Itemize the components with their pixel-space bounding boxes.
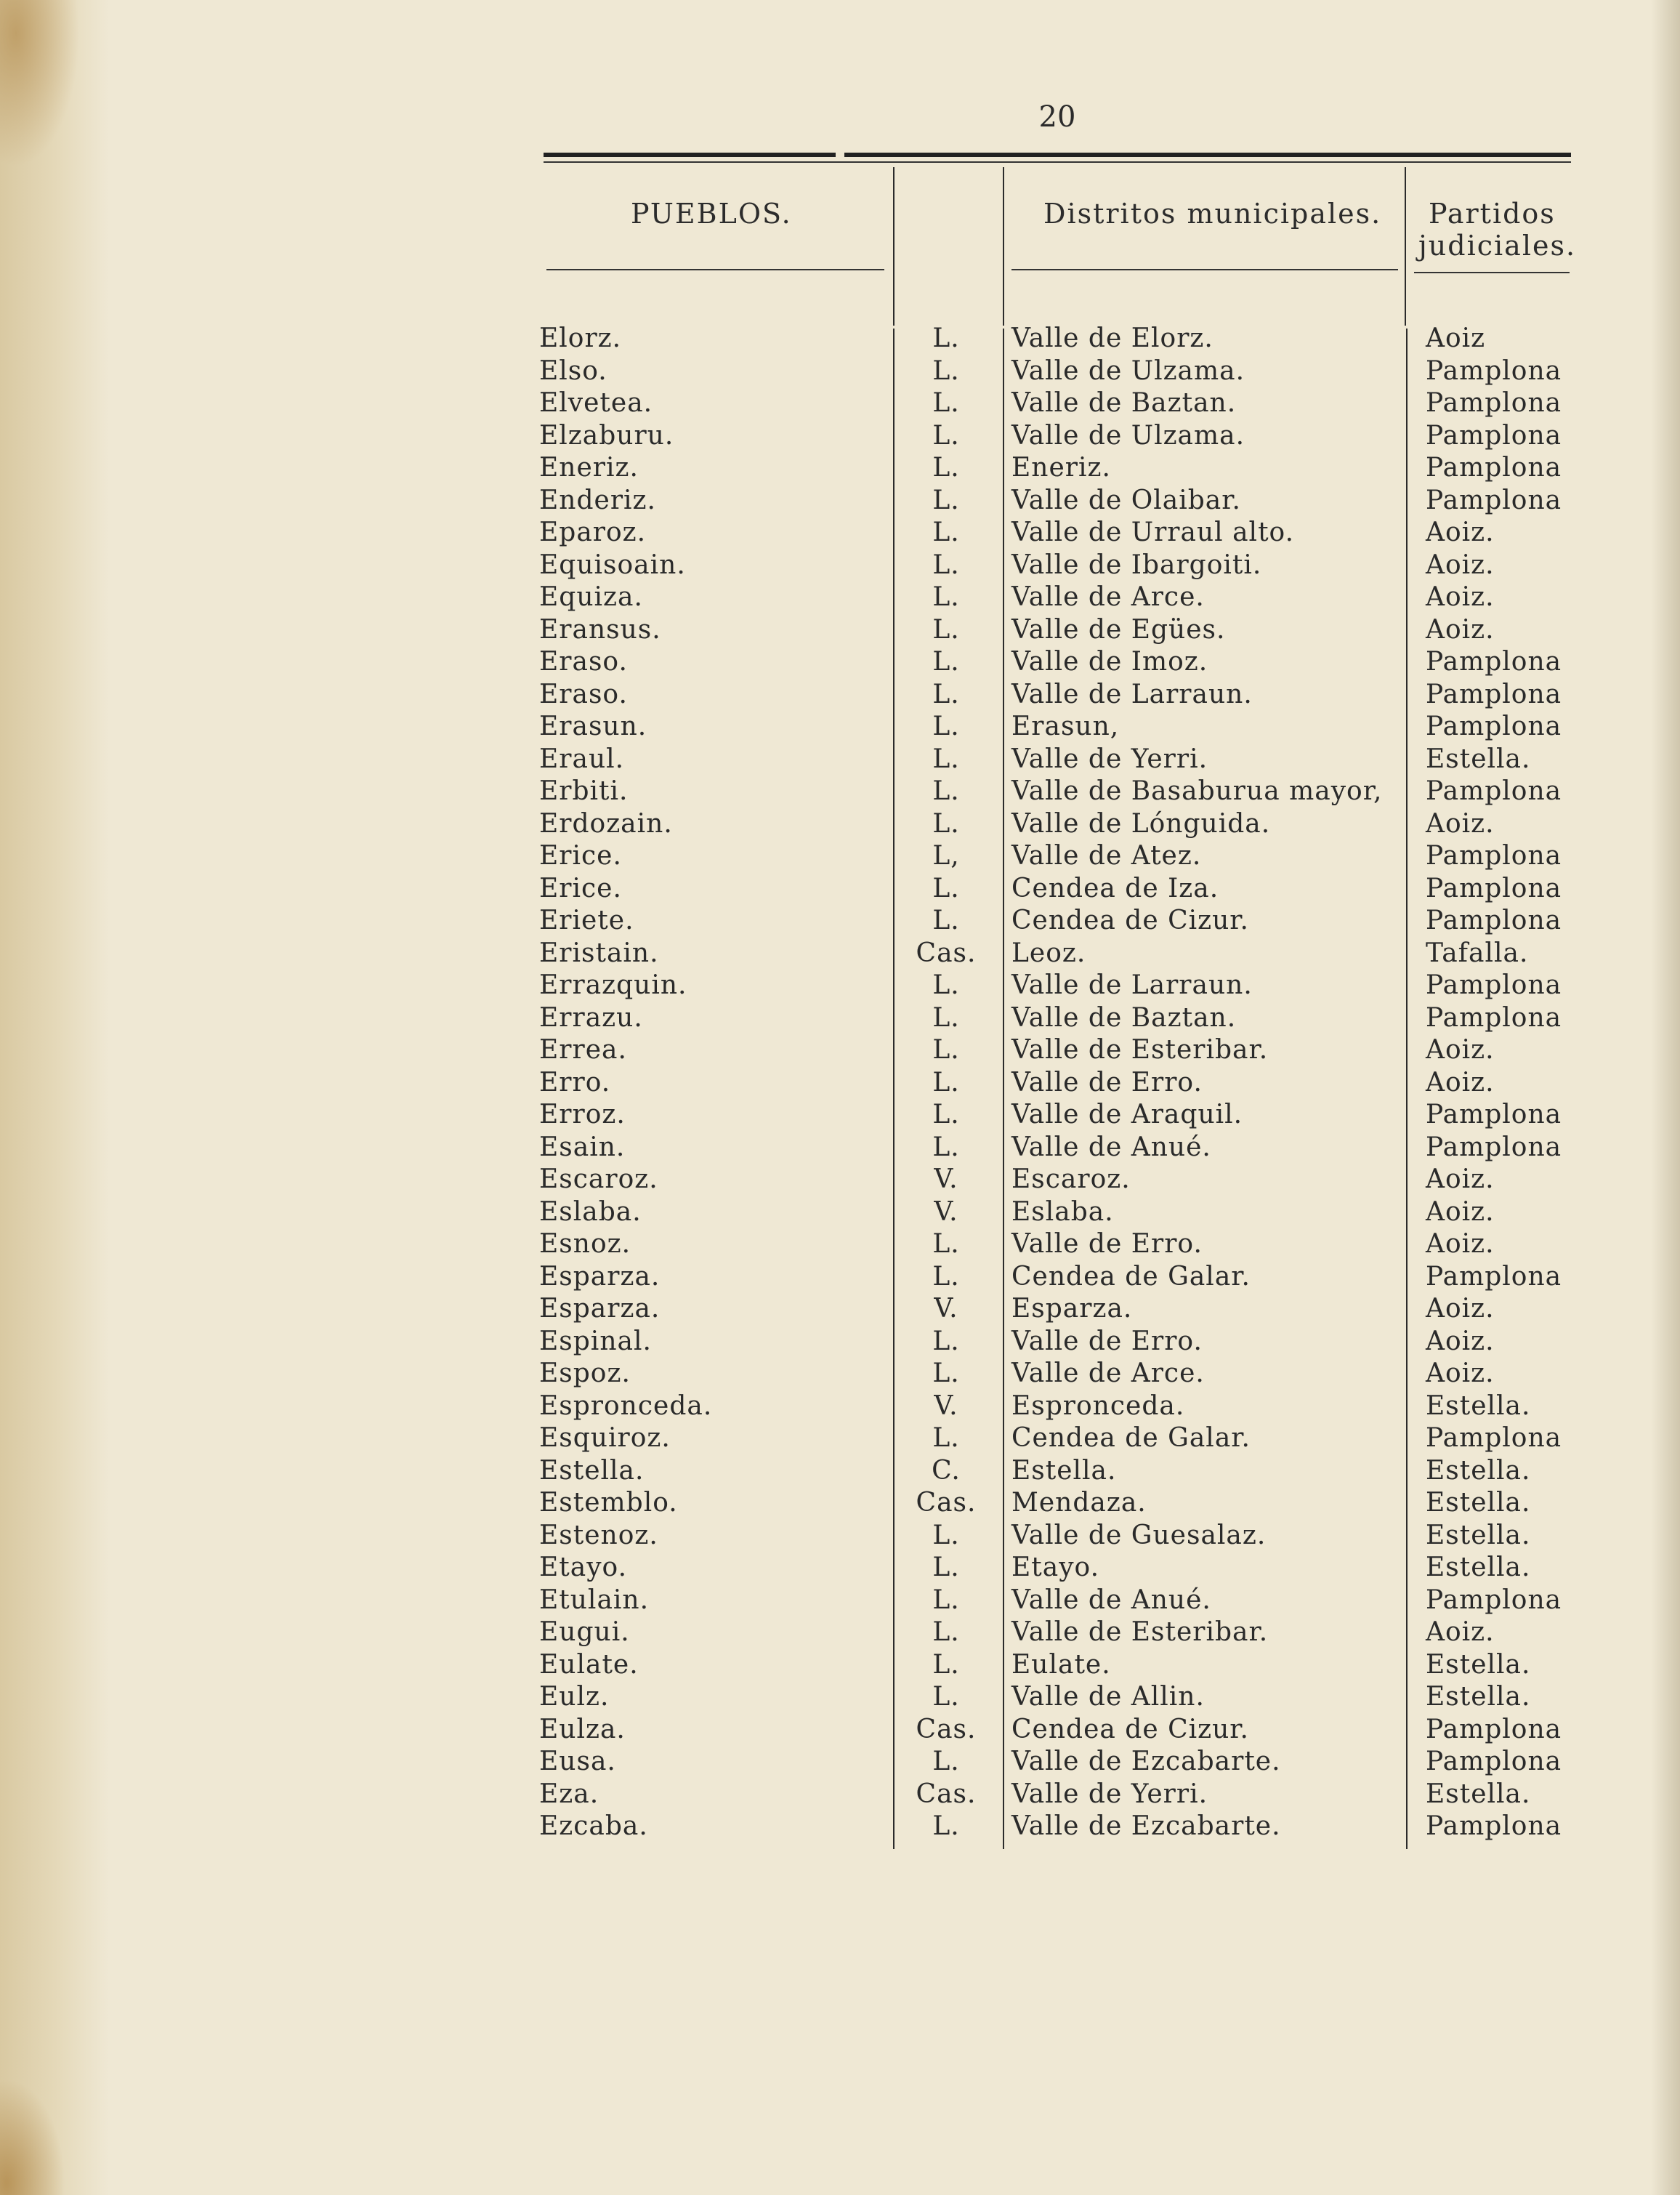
- cell-pueblo: Eslaba.: [539, 1196, 642, 1227]
- table-row: [0, 1228, 1680, 1261]
- cell-tipo: L.: [932, 355, 960, 386]
- cell-partido: Pamplona: [1426, 873, 1562, 903]
- cell-partido: Pamplona: [1426, 647, 1562, 677]
- cell-partido: Pamplona: [1426, 1811, 1562, 1841]
- cell-distrito: Valle de Ulzama.: [1011, 420, 1245, 451]
- cell-distrito: Valle de Anué.: [1011, 1132, 1211, 1162]
- cell-partido: Aoiz: [1426, 323, 1486, 353]
- table-row: [0, 1293, 1680, 1326]
- age-stain-bottom-left: [0, 2079, 65, 2195]
- cell-partido: Aoiz.: [1426, 1067, 1495, 1098]
- cell-tipo: L.: [932, 420, 960, 451]
- cell-partido: Estella.: [1426, 1488, 1531, 1518]
- table-row: [0, 1002, 1680, 1035]
- table-body: [0, 323, 1680, 1843]
- cell-tipo: L.: [932, 1132, 960, 1162]
- cell-pueblo: Espoz.: [539, 1358, 631, 1388]
- cell-partido: Pamplona: [1426, 1132, 1562, 1162]
- cell-tipo: L.: [932, 1358, 960, 1388]
- cell-distrito: Valle de Yerri.: [1011, 744, 1208, 774]
- cell-tipo: L,: [932, 841, 960, 871]
- cell-partido: Pamplona: [1426, 1002, 1562, 1033]
- top-rule-thin: [544, 161, 1571, 163]
- cell-tipo: Cas.: [916, 1779, 977, 1809]
- age-stain-top-left: [0, 0, 80, 167]
- cell-pueblo: Elvetea.: [539, 388, 653, 418]
- cell-tipo: V.: [934, 1196, 958, 1227]
- cell-pueblo: Esparza.: [539, 1294, 661, 1324]
- header-divider-1: [893, 167, 894, 326]
- cell-partido: Pamplona: [1426, 420, 1562, 451]
- cell-pueblo: Erasun.: [539, 712, 647, 741]
- table-row: [0, 776, 1680, 808]
- cell-pueblo: Etulain.: [539, 1584, 650, 1615]
- cell-tipo: L.: [932, 776, 960, 806]
- cell-partido: Pamplona: [1426, 1714, 1562, 1744]
- cell-partido: Aoiz.: [1426, 1326, 1495, 1356]
- cell-partido: Aoiz.: [1426, 582, 1495, 612]
- cell-distrito: Valle de Larraun.: [1011, 970, 1253, 1000]
- cell-pueblo: Erroz.: [539, 1100, 626, 1129]
- cell-tipo: L.: [932, 323, 960, 353]
- cell-pueblo: Espronceda.: [539, 1390, 713, 1421]
- cell-pueblo: Eransus.: [539, 614, 661, 645]
- cell-distrito: Valle de Erro.: [1011, 1229, 1203, 1259]
- table-row: [0, 452, 1680, 485]
- page-number: 20: [1038, 100, 1076, 134]
- cell-partido: Pamplona: [1426, 1261, 1562, 1292]
- cell-distrito: Valle de Basaburua mayor,: [1011, 776, 1383, 806]
- cell-pueblo: Estella.: [539, 1455, 645, 1486]
- cell-tipo: L.: [932, 1067, 960, 1098]
- table-row: [0, 711, 1680, 744]
- cell-pueblo: Eparoz.: [539, 517, 647, 547]
- cell-distrito: Esparza.: [1011, 1294, 1133, 1324]
- table-row: [0, 1390, 1680, 1423]
- cell-partido: Aoiz.: [1426, 614, 1495, 645]
- cell-partido: Estella.: [1426, 1552, 1531, 1582]
- cell-distrito: Espronceda.: [1011, 1390, 1185, 1421]
- cell-pueblo: Esparza.: [539, 1261, 661, 1292]
- cell-tipo: L.: [932, 679, 960, 709]
- table-row: [0, 1681, 1680, 1714]
- header-divider-2: [1003, 167, 1004, 326]
- cell-distrito: Valle de Urraul alto.: [1011, 517, 1295, 547]
- cell-tipo: L.: [932, 1100, 960, 1129]
- header-underline-distritos: [1011, 269, 1398, 270]
- cell-partido: Estella.: [1426, 1649, 1531, 1680]
- cell-distrito: Eulate.: [1011, 1649, 1111, 1680]
- cell-pueblo: Eugui.: [539, 1617, 630, 1647]
- table-row: [0, 938, 1680, 970]
- cell-distrito: Valle de Esteribar.: [1011, 1035, 1269, 1065]
- cell-distrito: Valle de Elorz.: [1011, 323, 1213, 353]
- cell-tipo: L.: [932, 582, 960, 612]
- cell-distrito: Erasun,: [1011, 712, 1120, 741]
- cell-distrito: Valle de Esteribar.: [1011, 1617, 1269, 1647]
- cell-partido: Aoiz.: [1426, 1294, 1495, 1324]
- cell-pueblo: Erro.: [539, 1067, 611, 1098]
- cell-distrito: Valle de Ulzama.: [1011, 355, 1245, 386]
- cell-distrito: Valle de Arce.: [1011, 582, 1205, 612]
- cell-tipo: L.: [932, 485, 960, 515]
- cell-tipo: Cas.: [916, 1488, 977, 1518]
- table-row: [0, 1552, 1680, 1584]
- cell-tipo: L.: [932, 1649, 960, 1680]
- cell-pueblo: Eulz.: [539, 1682, 610, 1712]
- table-row: [0, 1487, 1680, 1520]
- cell-partido: Pamplona: [1426, 485, 1562, 515]
- cell-pueblo: Etayo.: [539, 1552, 628, 1582]
- header-partidos-line1: Partidos: [1429, 198, 1556, 230]
- cell-partido: Pamplona: [1426, 453, 1562, 483]
- header-partidos-line2: judiciales.: [1418, 230, 1577, 262]
- cell-tipo: L.: [932, 1617, 960, 1647]
- table-row: [0, 323, 1680, 355]
- table-row: [0, 485, 1680, 517]
- table-row: [0, 905, 1680, 938]
- table-row: [0, 1455, 1680, 1488]
- cell-tipo: Cas.: [916, 938, 977, 968]
- cell-pueblo: Escaroz.: [539, 1164, 658, 1194]
- cell-tipo: L.: [932, 388, 960, 418]
- cell-tipo: L.: [932, 712, 960, 741]
- cell-distrito: Valle de Larraun.: [1011, 679, 1253, 709]
- table-row: [0, 1746, 1680, 1779]
- cell-pueblo: Espinal.: [539, 1326, 652, 1356]
- cell-tipo: Cas.: [916, 1714, 977, 1744]
- cell-partido: Aoiz.: [1426, 549, 1495, 580]
- cell-tipo: L.: [932, 647, 960, 677]
- cell-partido: Estella.: [1426, 1455, 1531, 1486]
- header-divider-3: [1405, 167, 1406, 326]
- table-row: [0, 614, 1680, 647]
- cell-distrito: Valle de Egües.: [1011, 614, 1226, 645]
- table-row: [0, 1196, 1680, 1229]
- cell-pueblo: Enderiz.: [539, 485, 656, 515]
- cell-partido: Pamplona: [1426, 841, 1562, 871]
- table-row: [0, 355, 1680, 388]
- cell-distrito: Cendea de Iza.: [1011, 873, 1219, 903]
- cell-distrito: Valle de Anué.: [1011, 1584, 1211, 1615]
- cell-distrito: Cendea de Galar.: [1011, 1423, 1251, 1453]
- cell-pueblo: Erice.: [539, 873, 622, 903]
- cell-distrito: Valle de Yerri.: [1011, 1779, 1208, 1809]
- cell-tipo: V.: [934, 1390, 958, 1421]
- cell-distrito: Cendea de Cizur.: [1011, 1714, 1249, 1744]
- cell-tipo: L.: [932, 1811, 960, 1841]
- cell-tipo: L.: [932, 1261, 960, 1292]
- cell-tipo: L.: [932, 1423, 960, 1453]
- cell-tipo: L.: [932, 517, 960, 547]
- cell-pueblo: Equiza.: [539, 582, 643, 612]
- cell-tipo: L.: [932, 1682, 960, 1712]
- cell-pueblo: Elorz.: [539, 323, 622, 353]
- table-row: [0, 1099, 1680, 1132]
- cell-pueblo: Eraul.: [539, 744, 625, 774]
- table-row: [0, 1326, 1680, 1358]
- cell-partido: Pamplona: [1426, 712, 1562, 741]
- cell-tipo: L.: [932, 906, 960, 935]
- cell-pueblo: Erice.: [539, 841, 622, 871]
- cell-tipo: L.: [932, 1747, 960, 1776]
- cell-partido: Pamplona: [1426, 970, 1562, 1000]
- cell-partido: Pamplona: [1426, 1584, 1562, 1615]
- top-rule-left: [544, 153, 836, 157]
- cell-partido: Pamplona: [1426, 906, 1562, 935]
- cell-distrito: Eneriz.: [1011, 453, 1111, 483]
- header-pueblos: PUEBLOS.: [631, 198, 792, 230]
- cell-distrito: Cendea de Galar.: [1011, 1261, 1251, 1292]
- cell-distrito: Leoz.: [1011, 938, 1086, 968]
- cell-distrito: Valle de Araquil.: [1011, 1100, 1243, 1129]
- cell-pueblo: Estemblo.: [539, 1488, 678, 1518]
- cell-distrito: Cendea de Cizur.: [1011, 906, 1249, 935]
- cell-distrito: Valle de Lónguida.: [1011, 808, 1271, 839]
- cell-tipo: L.: [932, 970, 960, 1000]
- cell-partido: Aoiz.: [1426, 808, 1495, 839]
- cell-partido: Pamplona: [1426, 1100, 1562, 1129]
- cell-partido: Pamplona: [1426, 679, 1562, 709]
- cell-pueblo: Errea.: [539, 1035, 627, 1065]
- cell-distrito: Valle de Ezcabarte.: [1011, 1747, 1281, 1776]
- table-row: [0, 646, 1680, 679]
- cell-distrito: Valle de Baztan.: [1011, 1002, 1237, 1033]
- cell-pueblo: Eneriz.: [539, 453, 639, 483]
- cell-tipo: L.: [932, 1584, 960, 1615]
- cell-distrito: Valle de Ibargoiti.: [1011, 549, 1262, 580]
- table-row: [0, 1067, 1680, 1100]
- cell-partido: Aoiz.: [1426, 1035, 1495, 1065]
- cell-tipo: L.: [932, 1229, 960, 1259]
- cell-partido: Aoiz.: [1426, 1617, 1495, 1647]
- cell-partido: Estella.: [1426, 1779, 1531, 1809]
- cell-tipo: V.: [934, 1294, 958, 1324]
- cell-partido: Aoiz.: [1426, 1229, 1495, 1259]
- cell-tipo: L.: [932, 1326, 960, 1356]
- cell-distrito: Valle de Erro.: [1011, 1326, 1203, 1356]
- cell-distrito: Valle de Arce.: [1011, 1358, 1205, 1388]
- header-underline-partidos: [1414, 272, 1570, 273]
- cell-distrito: Etayo.: [1011, 1552, 1100, 1582]
- cell-distrito: Valle de Allin.: [1011, 1682, 1205, 1712]
- cell-tipo: L.: [932, 808, 960, 839]
- cell-pueblo: Eraso.: [539, 647, 628, 677]
- table-row: [0, 744, 1680, 776]
- cell-pueblo: Errazquin.: [539, 970, 687, 1000]
- cell-pueblo: Elzaburu.: [539, 420, 674, 451]
- cell-partido: Estella.: [1426, 1520, 1531, 1550]
- cell-distrito: Valle de Atez.: [1011, 841, 1202, 871]
- table-row: [0, 387, 1680, 420]
- table-row: [0, 1811, 1680, 1843]
- cell-pueblo: Esnoz.: [539, 1229, 631, 1259]
- cell-partido: Estella.: [1426, 744, 1531, 774]
- table-row: [0, 420, 1680, 453]
- table-row: [0, 1584, 1680, 1617]
- cell-partido: Estella.: [1426, 1682, 1531, 1712]
- cell-pueblo: Ezcaba.: [539, 1811, 648, 1841]
- cell-tipo: L.: [932, 1035, 960, 1065]
- cell-tipo: L.: [932, 744, 960, 774]
- cell-pueblo: Erbiti.: [539, 776, 629, 806]
- table-row: [0, 581, 1680, 614]
- header-distritos: Distritos municipales.: [1043, 198, 1382, 230]
- table-row: [0, 1034, 1680, 1067]
- cell-pueblo: Eza.: [539, 1779, 599, 1809]
- cell-pueblo: Esquiroz.: [539, 1423, 671, 1453]
- table-row: [0, 1520, 1680, 1552]
- cell-tipo: L.: [932, 453, 960, 483]
- cell-distrito: Valle de Olaibar.: [1011, 485, 1241, 515]
- cell-distrito: Valle de Baztan.: [1011, 388, 1237, 418]
- table-row: [0, 1358, 1680, 1390]
- table-row: [0, 873, 1680, 906]
- table-row: [0, 1164, 1680, 1196]
- cell-pueblo: Equisoain.: [539, 549, 686, 580]
- cell-pueblo: Eulate.: [539, 1649, 639, 1680]
- cell-distrito: Eslaba.: [1011, 1196, 1114, 1227]
- cell-partido: Aoiz.: [1426, 1196, 1495, 1227]
- cell-pueblo: Erdozain.: [539, 808, 673, 839]
- cell-distrito: Valle de Erro.: [1011, 1067, 1203, 1098]
- table-row: [0, 517, 1680, 549]
- table-row: [0, 970, 1680, 1002]
- cell-partido: Tafalla.: [1426, 938, 1529, 968]
- table-row: [0, 1132, 1680, 1164]
- cell-partido: Pamplona: [1426, 1423, 1562, 1453]
- cell-tipo: L.: [932, 614, 960, 645]
- table-row: [0, 1422, 1680, 1455]
- cell-tipo: C.: [932, 1455, 961, 1486]
- cell-pueblo: Eriete.: [539, 906, 634, 935]
- table-row: [0, 808, 1680, 841]
- cell-pueblo: Eulza.: [539, 1714, 626, 1744]
- cell-distrito: Valle de Ezcabarte.: [1011, 1811, 1281, 1841]
- table-row: [0, 1779, 1680, 1811]
- cell-distrito: Escaroz.: [1011, 1164, 1131, 1194]
- cell-pueblo: Eristain.: [539, 938, 659, 968]
- cell-tipo: L.: [932, 1520, 960, 1550]
- cell-pueblo: Estenoz.: [539, 1520, 658, 1550]
- table-row: [0, 1616, 1680, 1649]
- cell-distrito: Mendaza.: [1011, 1488, 1147, 1518]
- cell-partido: Pamplona: [1426, 776, 1562, 806]
- table-row: [0, 679, 1680, 712]
- table-row: [0, 1714, 1680, 1747]
- table-row: [0, 840, 1680, 873]
- cell-tipo: L.: [932, 873, 960, 903]
- cell-partido: Aoiz.: [1426, 517, 1495, 547]
- cell-partido: Pamplona: [1426, 355, 1562, 386]
- cell-partido: Aoiz.: [1426, 1164, 1495, 1194]
- cell-pueblo: Esain.: [539, 1132, 626, 1162]
- cell-distrito: Estella.: [1011, 1455, 1117, 1486]
- cell-distrito: Valle de Guesalaz.: [1011, 1520, 1267, 1550]
- cell-partido: Estella.: [1426, 1390, 1531, 1421]
- cell-tipo: L.: [932, 1002, 960, 1033]
- cell-distrito: Valle de Imoz.: [1011, 647, 1208, 677]
- cell-tipo: V.: [934, 1164, 958, 1194]
- header-underline-pueblos: [546, 269, 884, 270]
- cell-partido: Aoiz.: [1426, 1358, 1495, 1388]
- cell-pueblo: Errazu.: [539, 1002, 643, 1033]
- cell-pueblo: Eraso.: [539, 679, 628, 709]
- cell-pueblo: Eusa.: [539, 1747, 616, 1776]
- top-rule-right: [844, 153, 1571, 157]
- cell-tipo: L.: [932, 549, 960, 580]
- cell-partido: Pamplona: [1426, 1747, 1562, 1776]
- cell-partido: Pamplona: [1426, 388, 1562, 418]
- cell-pueblo: Elso.: [539, 355, 607, 386]
- table-row: [0, 1261, 1680, 1294]
- cell-tipo: L.: [932, 1552, 960, 1582]
- table-row: [0, 549, 1680, 582]
- table-row: [0, 1649, 1680, 1682]
